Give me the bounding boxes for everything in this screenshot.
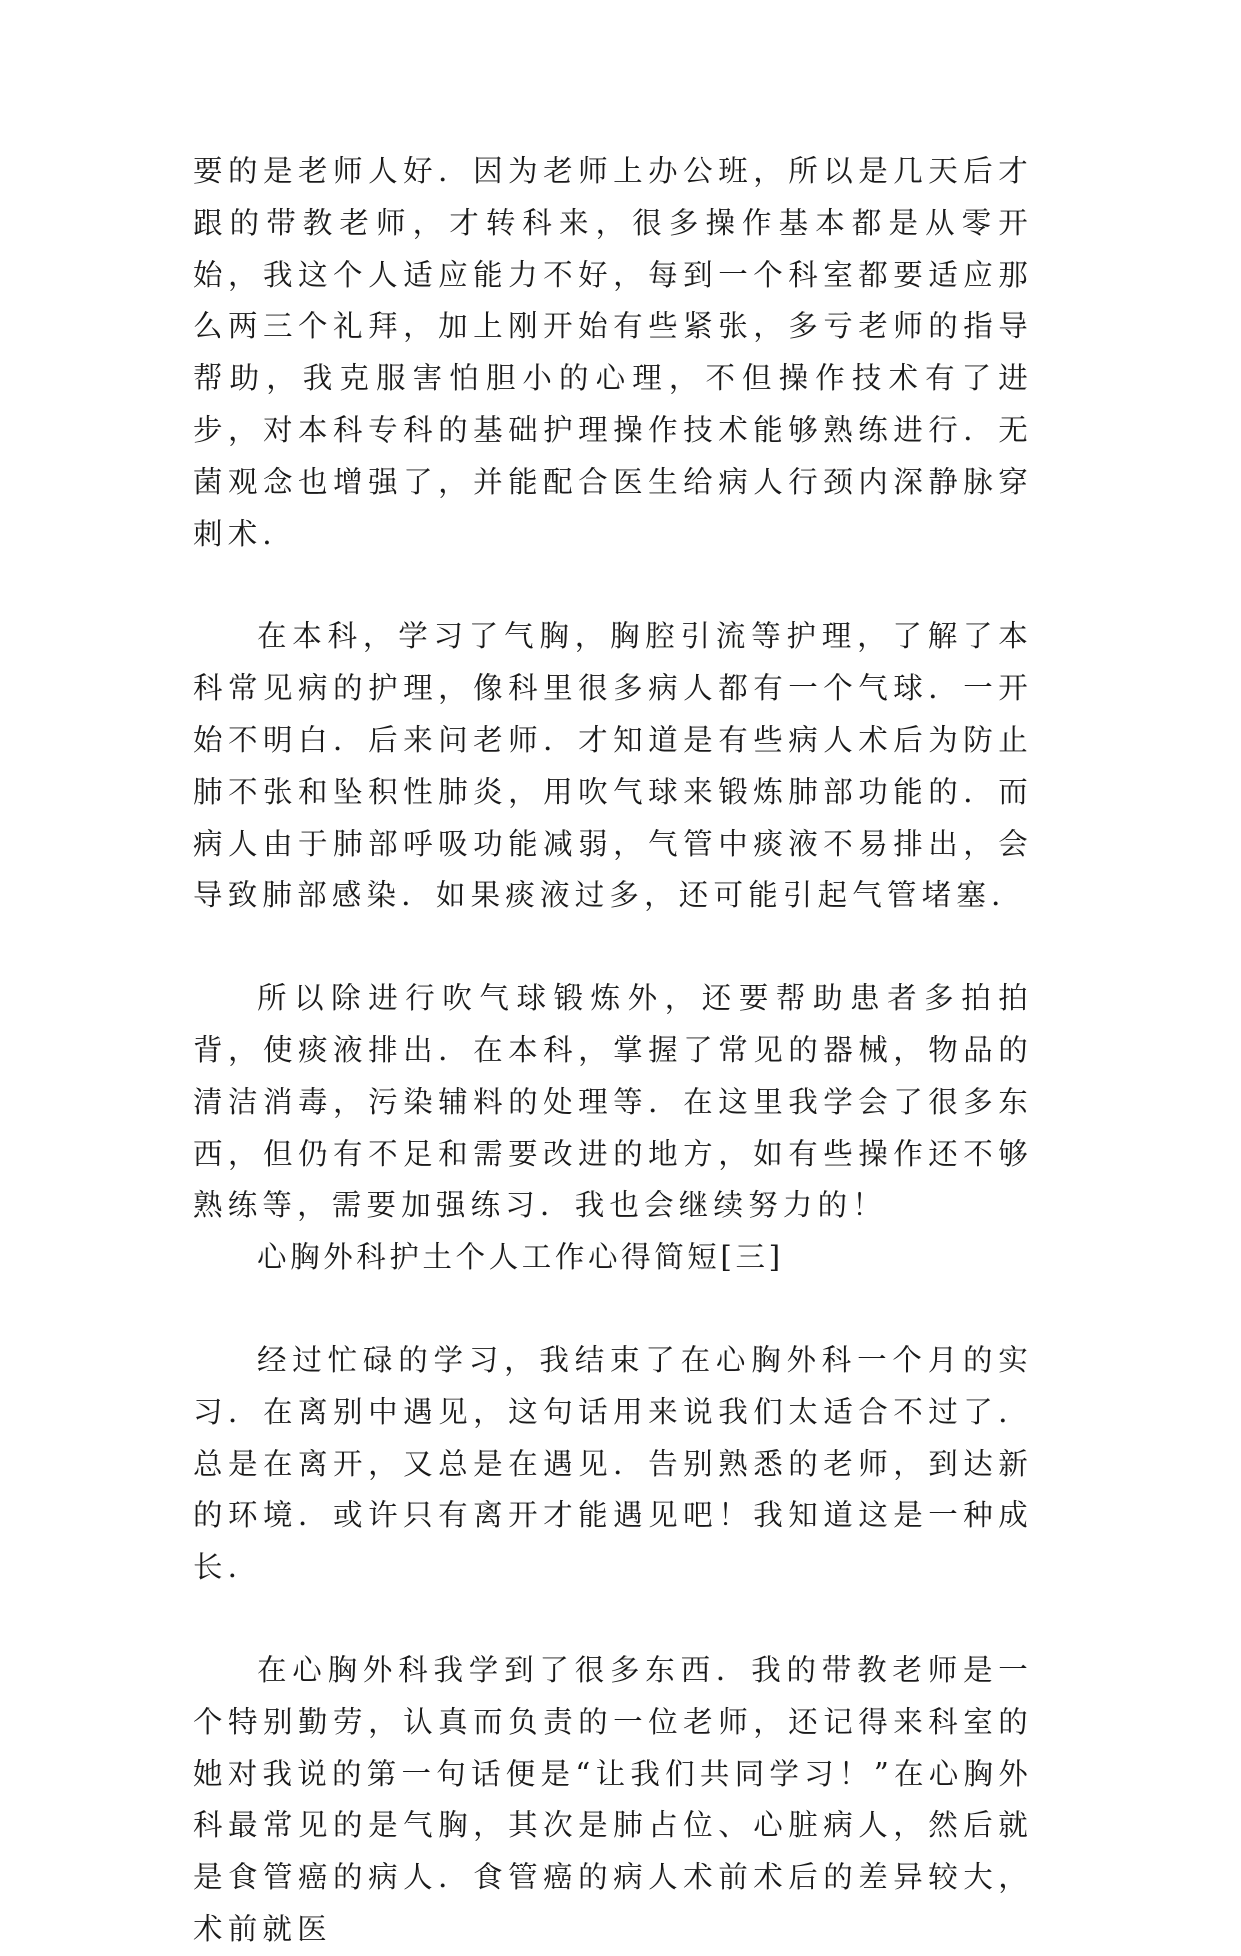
document-body: [193, 146, 1033, 1956]
paragraph-balloon-exercise: 所以除进行吹气球锻炼外，还要帮助患者多拍拍背，使痰液排出．在本科，掌握了常见的器械，物品的清洁消毒，污染辅料的处理等．在这里我学会了很多东西，但仍有不足和需要改进的地方，如有些操作还不够熟练等，需要加强练习．我也会继续努力的！: [193, 981, 1033, 1223]
paragraph-continuation: 要的是老师人好．因为老师上办公班，所以是几天后才跟的带教老师，才转科来，很多操作基本都是从零开始，我这个人适应能力不好，每到一个科室都要适应那么两三个礼拜，加上刚开始有些紧张，多亏老师的指导帮助，我克服害怕胆小的心理，不但操作技术有了进步，对本科专科的基础护理操作技术能够熟练进行．无菌观念也增强了，并能配合医生给病人行颈内深静脉穿刺术．: [193, 154, 1033, 551]
section-heading: 心胸外科护土个人工作心得简短[三]: [257, 1240, 784, 1275]
paragraph-chest-drainage: 在本科，学习了气胸，胸腔引流等护理，了解了本科常见病的护理，像科里很多病人都有一个气球．一开始不明白．后来问老师．才知道是有些病人术后为防止肺不张和坠积性肺炎，用吹气球来锻炼肺部功能的．而病人由于肺部呼吸功能减弱，气管中痰液不易排出，会导致肺部感染．如果痰液过多，还可能引起气管堵塞．: [193, 619, 1033, 913]
paragraph-cardiothoracic-learning: 在心胸外科我学到了很多东西．我的带教老师是一个特别勤劳，认真而负责的一位老师，还记得来科室的她对我说的第一句话便是“让我们共同学习！”在心胸外科最常见的是气胸，其次是肺占位、心脏病人，然后就是食管癌的病人．食管癌的病人术前术后的差异较大，术前就医: [193, 1652, 1033, 1946]
paragraph-internship-end: 经过忙碌的学习，我结束了在心胸外科一个月的实习．在离别中遇见，这句话用来说我们太适合不过了．总是在离开，又总是在遇见．告别熟悉的老师，到达新的环境．或许只有离开才能遇见吧！我知道这是一种成长．: [193, 1342, 1033, 1585]
